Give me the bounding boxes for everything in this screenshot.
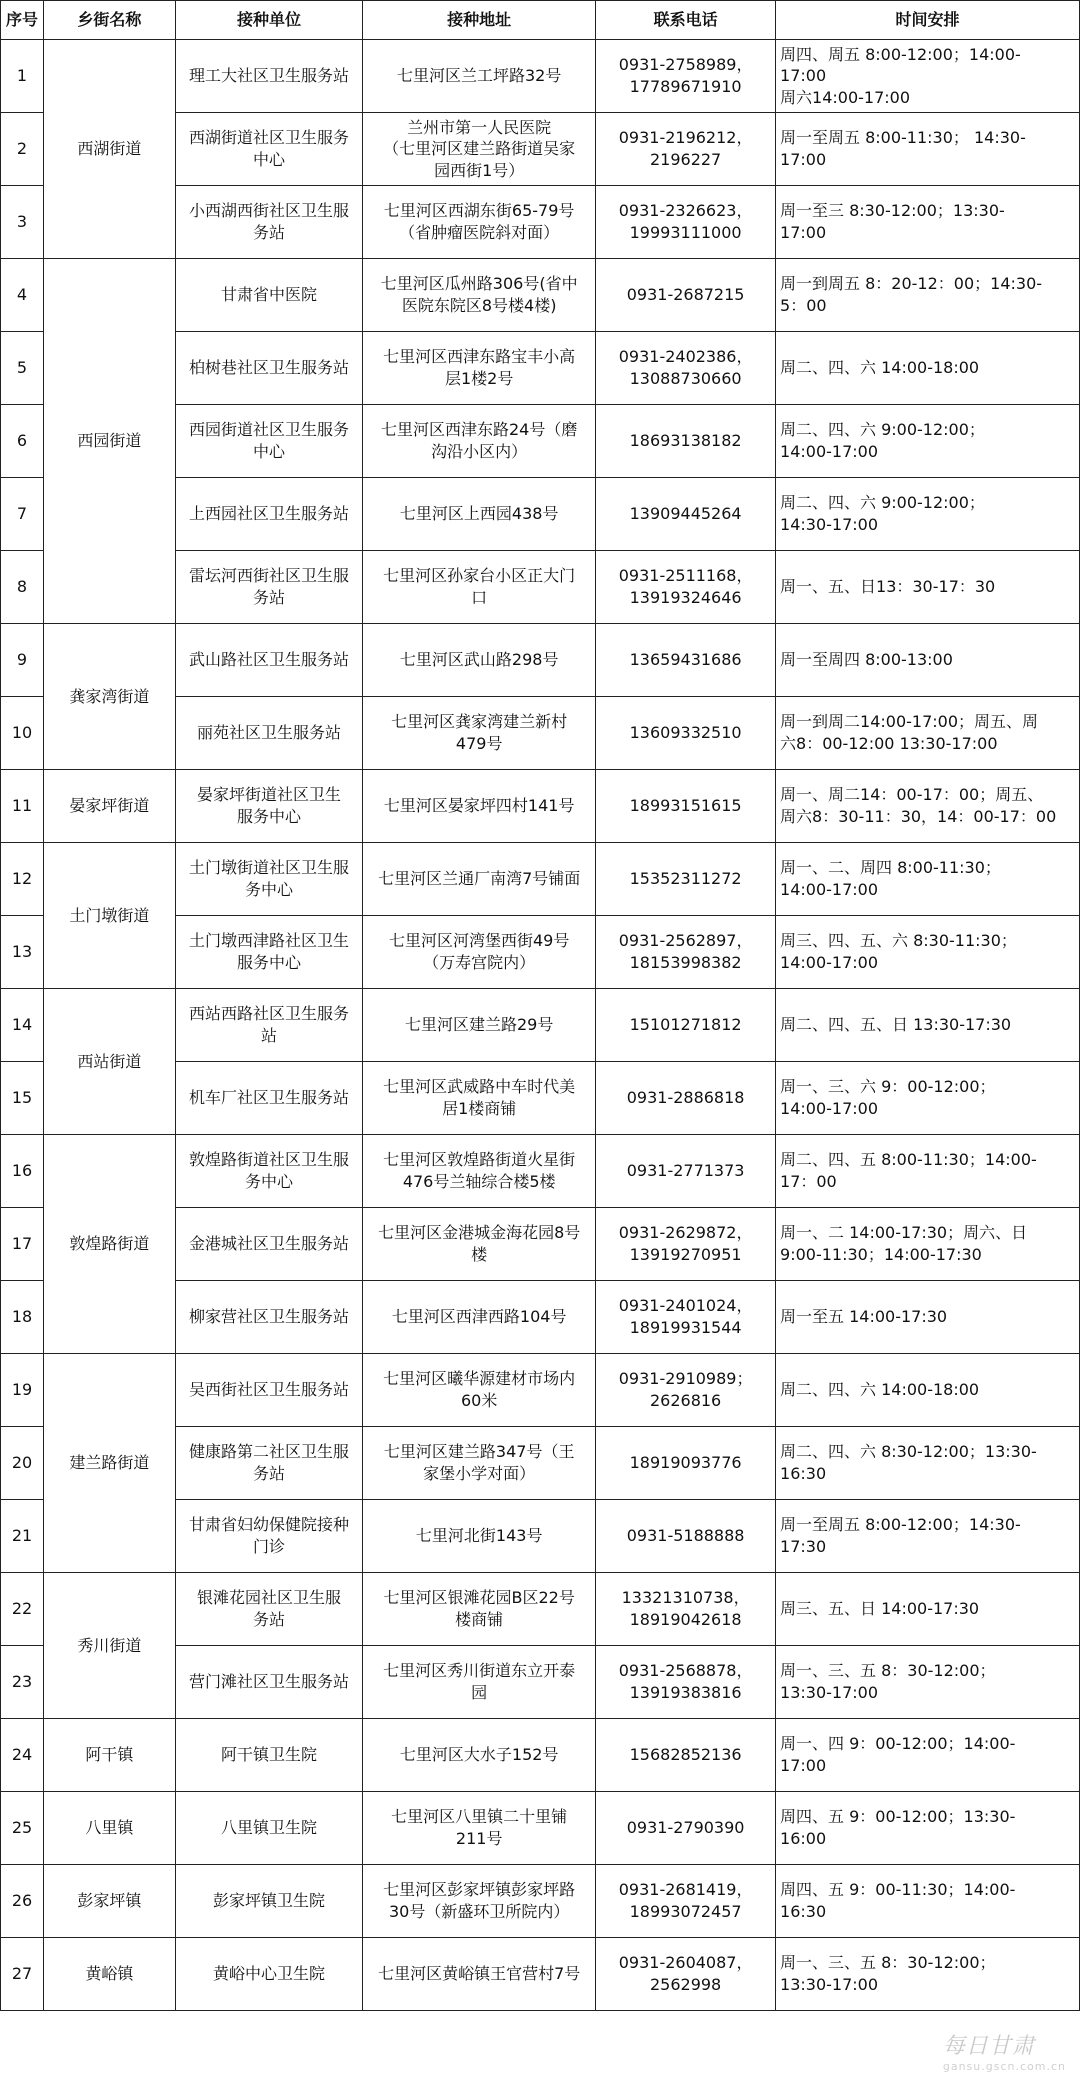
cell-schedule: 周一至五 14:00-17:30	[776, 1281, 1080, 1354]
table-row	[1, 1719, 1080, 1792]
cell-schedule: 周一到周五 8：20-12：00；14:30- 5：00	[776, 259, 1080, 332]
cell-address: 七里河区金港城金海花园8号 楼	[363, 1208, 596, 1281]
cell-unit: 西园街道社区卫生服务 中心	[175, 405, 362, 478]
cell-unit: 西站西路社区卫生服务 站	[175, 989, 362, 1062]
cell-no: 7	[1, 478, 44, 551]
cell-unit: 彭家坪镇卫生院	[175, 1865, 362, 1938]
cell-address: 七里河区武山路298号	[363, 624, 596, 697]
cell-no: 24	[1, 1719, 44, 1792]
cell-phone: 0931-2402386， 13088730660	[596, 332, 776, 405]
cell-street: 敦煌路街道	[44, 1135, 176, 1354]
header-address: 接种地址	[363, 1, 596, 40]
cell-street: 西站街道	[44, 989, 176, 1135]
cell-no: 5	[1, 332, 44, 405]
cell-no: 12	[1, 843, 44, 916]
cell-address: 七里河区兰通厂南湾7号铺面	[363, 843, 596, 916]
cell-street: 秀川街道	[44, 1573, 176, 1719]
cell-no: 10	[1, 697, 44, 770]
cell-schedule: 周四、五 9：00-11:30；14:00- 16:30	[776, 1865, 1080, 1938]
cell-address: 七里河区秀川街道东立开泰 园	[363, 1646, 596, 1719]
table-row	[1, 40, 1080, 113]
cell-no: 27	[1, 1938, 44, 2011]
table-row	[1, 1792, 1080, 1865]
cell-phone: 13321310738， 18919042618	[596, 1573, 776, 1646]
cell-unit: 八里镇卫生院	[175, 1792, 362, 1865]
cell-unit: 柳家营社区卫生服务站	[175, 1281, 362, 1354]
cell-address: 七里河区曦华源建材市场内 60米	[363, 1354, 596, 1427]
table-row	[1, 1354, 1080, 1427]
cell-street: 彭家坪镇	[44, 1865, 176, 1938]
cell-phone: 0931-2771373	[596, 1135, 776, 1208]
cell-address: 七里河区兰工坪路32号	[363, 40, 596, 113]
header-row	[1, 1, 1080, 40]
cell-schedule: 周一、四 9：00-12:00；14:00- 17:00	[776, 1719, 1080, 1792]
cell-phone: 0931-2910989； 2626816	[596, 1354, 776, 1427]
cell-no: 26	[1, 1865, 44, 1938]
cell-phone: 13909445264	[596, 478, 776, 551]
cell-street: 黄峪镇	[44, 1938, 176, 2011]
header-street: 乡街名称	[44, 1, 176, 40]
cell-address: 七里河区银滩花园B区22号 楼商铺	[363, 1573, 596, 1646]
cell-no: 11	[1, 770, 44, 843]
cell-address: 七里河区彭家坪镇彭家坪路 30号（新盛环卫所院内）	[363, 1865, 596, 1938]
table-row	[1, 1865, 1080, 1938]
cell-street: 西园街道	[44, 259, 176, 624]
cell-address: 七里河区孙家台小区正大门 口	[363, 551, 596, 624]
cell-no: 21	[1, 1500, 44, 1573]
header-phone: 联系电话	[596, 1, 776, 40]
cell-schedule: 周二、四、六 14:00-18:00	[776, 1354, 1080, 1427]
table-body	[1, 40, 1080, 2011]
cell-unit: 丽苑社区卫生服务站	[175, 697, 362, 770]
table-row	[1, 770, 1080, 843]
cell-address: 七里河区西津东路宝丰小高 层1楼2号	[363, 332, 596, 405]
cell-phone: 13609332510	[596, 697, 776, 770]
cell-unit: 金港城社区卫生服务站	[175, 1208, 362, 1281]
cell-phone: 0931-2196212， 2196227	[596, 113, 776, 186]
cell-unit: 甘肃省妇幼保健院接种 门诊	[175, 1500, 362, 1573]
cell-no: 6	[1, 405, 44, 478]
cell-address: 七里河区黄峪镇王官营村7号	[363, 1938, 596, 2011]
cell-phone: 15101271812	[596, 989, 776, 1062]
cell-schedule: 周二、四、六 14:00-18:00	[776, 332, 1080, 405]
cell-phone: 13659431686	[596, 624, 776, 697]
cell-unit: 健康路第二社区卫生服 务站	[175, 1427, 362, 1500]
cell-unit: 雷坛河西街社区卫生服 务站	[175, 551, 362, 624]
cell-street: 龚家湾街道	[44, 624, 176, 770]
table-row	[1, 259, 1080, 332]
cell-unit: 银滩花园社区卫生服 务站	[175, 1573, 362, 1646]
table-row	[1, 843, 1080, 916]
cell-street: 阿干镇	[44, 1719, 176, 1792]
cell-unit: 小西湖西街社区卫生服 务站	[175, 186, 362, 259]
cell-unit: 土门墩街道社区卫生服 务中心	[175, 843, 362, 916]
cell-no: 25	[1, 1792, 44, 1865]
cell-unit: 理工大社区卫生服务站	[175, 40, 362, 113]
cell-phone: 18693138182	[596, 405, 776, 478]
cell-street: 建兰路街道	[44, 1354, 176, 1573]
cell-phone: 0931-2886818	[596, 1062, 776, 1135]
cell-unit: 晏家坪街道社区卫生 服务中心	[175, 770, 362, 843]
cell-address: 七里河区河湾堡西街49号 （万寿宫院内）	[363, 916, 596, 989]
cell-unit: 黄峪中心卫生院	[175, 1938, 362, 2011]
cell-phone: 0931-2326623， 19993111000	[596, 186, 776, 259]
cell-phone: 15352311272	[596, 843, 776, 916]
cell-no: 19	[1, 1354, 44, 1427]
cell-phone: 0931-2687215	[596, 259, 776, 332]
cell-street: 八里镇	[44, 1792, 176, 1865]
cell-no: 20	[1, 1427, 44, 1500]
cell-address: 七里河区晏家坪四村141号	[363, 770, 596, 843]
cell-address: 七里河区武威路中车时代美 居1楼商铺	[363, 1062, 596, 1135]
cell-address: 七里河北街143号	[363, 1500, 596, 1573]
cell-phone: 0931-2401024， 18919931544	[596, 1281, 776, 1354]
table-row	[1, 624, 1080, 697]
cell-no: 14	[1, 989, 44, 1062]
cell-schedule: 周二、四、六 9:00-12:00； 14:00-17:00	[776, 405, 1080, 478]
cell-phone: 0931-5188888	[596, 1500, 776, 1573]
cell-street: 西湖街道	[44, 40, 176, 259]
cell-schedule: 周一、二 14:00-17:30；周六、日 9:00-11:30；14:00-17:30	[776, 1208, 1080, 1281]
table-row	[1, 1135, 1080, 1208]
header-no: 序号	[1, 1, 44, 40]
cell-schedule: 周二、四、六 8:30-12:00；13:30- 16:30	[776, 1427, 1080, 1500]
cell-schedule: 周一、五、日13：30-17：30	[776, 551, 1080, 624]
cell-phone: 0931-2562897， 18153998382	[596, 916, 776, 989]
cell-phone: 0931-2629872， 13919270951	[596, 1208, 776, 1281]
cell-address: 兰州市第一人民医院 （七里河区建兰路街道吴家 园西街1号）	[363, 113, 596, 186]
cell-schedule: 周一、三、五 8：30-12:00； 13:30-17:00	[776, 1938, 1080, 2011]
cell-unit: 武山路社区卫生服务站	[175, 624, 362, 697]
table-row	[1, 1938, 1080, 2011]
cell-unit: 上西园社区卫生服务站	[175, 478, 362, 551]
cell-no: 17	[1, 1208, 44, 1281]
watermark-logo: 每日甘肃 gansu.gscn.com.cn	[942, 2034, 1066, 2073]
cell-schedule: 周二、四、六 9:00-12:00； 14:30-17:00	[776, 478, 1080, 551]
cell-unit: 阿干镇卫生院	[175, 1719, 362, 1792]
header-unit: 接种单位	[175, 1, 362, 40]
cell-schedule: 周一至周五 8:00-12:00；14:30- 17:30	[776, 1500, 1080, 1573]
cell-schedule: 周一至三 8:30-12:00；13:30- 17:00	[776, 186, 1080, 259]
cell-unit: 西湖街道社区卫生服务 中心	[175, 113, 362, 186]
cell-schedule: 周一到周二14:00-17:00；周五、周 六8：00-12:00 13:30-17:00	[776, 697, 1080, 770]
cell-address: 七里河区大水子152号	[363, 1719, 596, 1792]
cell-schedule: 周一、三、五 8：30-12:00； 13:30-17:00	[776, 1646, 1080, 1719]
cell-street: 土门墩街道	[44, 843, 176, 989]
table-row	[1, 1573, 1080, 1646]
cell-address: 七里河区敦煌路街道火星街 476号兰轴综合楼5楼	[363, 1135, 596, 1208]
cell-phone: 0931-2604087， 2562998	[596, 1938, 776, 2011]
cell-no: 9	[1, 624, 44, 697]
cell-address: 七里河区瓜州路306号(省中 医院东院区8号楼4楼)	[363, 259, 596, 332]
cell-address: 七里河区西津西路104号	[363, 1281, 596, 1354]
cell-schedule: 周四、周五 8:00-12:00；14:00- 17:00 周六14:00-17:00	[776, 40, 1080, 113]
header-schedule: 时间安排	[776, 1, 1080, 40]
cell-unit: 土门墩西津路社区卫生 服务中心	[175, 916, 362, 989]
cell-phone: 0931-2511168， 13919324646	[596, 551, 776, 624]
cell-schedule: 周一、周二14：00-17：00；周五、 周六8：30-11：30，14：00-17：00	[776, 770, 1080, 843]
cell-no: 4	[1, 259, 44, 332]
cell-address: 七里河区西津东路24号（磨 沟沿小区内）	[363, 405, 596, 478]
cell-address: 七里河区上西园438号	[363, 478, 596, 551]
cell-schedule: 周三、五、日 14:00-17:30	[776, 1573, 1080, 1646]
cell-no: 18	[1, 1281, 44, 1354]
cell-phone: 0931-2790390	[596, 1792, 776, 1865]
cell-schedule: 周二、四、五 8:00-11:30；14:00- 17：00	[776, 1135, 1080, 1208]
cell-schedule: 周一至周四 8:00-13:00	[776, 624, 1080, 697]
cell-phone: 18919093776	[596, 1427, 776, 1500]
cell-phone: 0931-2758989， 17789671910	[596, 40, 776, 113]
cell-no: 23	[1, 1646, 44, 1719]
cell-address: 七里河区八里镇二十里铺 211号	[363, 1792, 596, 1865]
cell-no: 22	[1, 1573, 44, 1646]
cell-phone: 15682852136	[596, 1719, 776, 1792]
cell-phone: 18993151615	[596, 770, 776, 843]
cell-phone: 0931-2568878， 13919383816	[596, 1646, 776, 1719]
cell-unit: 营门滩社区卫生服务站	[175, 1646, 362, 1719]
cell-address: 七里河区建兰路29号	[363, 989, 596, 1062]
cell-no: 8	[1, 551, 44, 624]
cell-schedule: 周一、三、六 9：00-12:00； 14:00-17:00	[776, 1062, 1080, 1135]
cell-no: 16	[1, 1135, 44, 1208]
cell-unit: 柏树巷社区卫生服务站	[175, 332, 362, 405]
cell-phone: 0931-2681419， 18993072457	[596, 1865, 776, 1938]
cell-unit: 甘肃省中医院	[175, 259, 362, 332]
cell-address: 七里河区龚家湾建兰新村 479号	[363, 697, 596, 770]
cell-no: 3	[1, 186, 44, 259]
cell-no: 2	[1, 113, 44, 186]
cell-schedule: 周四、五 9：00-12:00；13:30- 16:00	[776, 1792, 1080, 1865]
cell-unit: 机车厂社区卫生服务站	[175, 1062, 362, 1135]
cell-schedule: 周三、四、五、六 8:30-11:30； 14:00-17:00	[776, 916, 1080, 989]
cell-unit: 吴西街社区卫生服务站	[175, 1354, 362, 1427]
cell-no: 15	[1, 1062, 44, 1135]
cell-street: 晏家坪街道	[44, 770, 176, 843]
cell-no: 13	[1, 916, 44, 989]
cell-unit: 敦煌路街道社区卫生服 务中心	[175, 1135, 362, 1208]
cell-schedule: 周二、四、五、日 13:30-17:30	[776, 989, 1080, 1062]
cell-schedule: 周一、二、周四 8:00-11:30； 14:00-17:00	[776, 843, 1080, 916]
cell-no: 1	[1, 40, 44, 113]
cell-address: 七里河区建兰路347号（王 家堡小学对面）	[363, 1427, 596, 1500]
cell-address: 七里河区西湖东街65-79号 （省肿瘤医院斜对面）	[363, 186, 596, 259]
cell-schedule: 周一至周五 8:00-11:30； 14:30- 17:00	[776, 113, 1080, 186]
table-row	[1, 989, 1080, 1062]
